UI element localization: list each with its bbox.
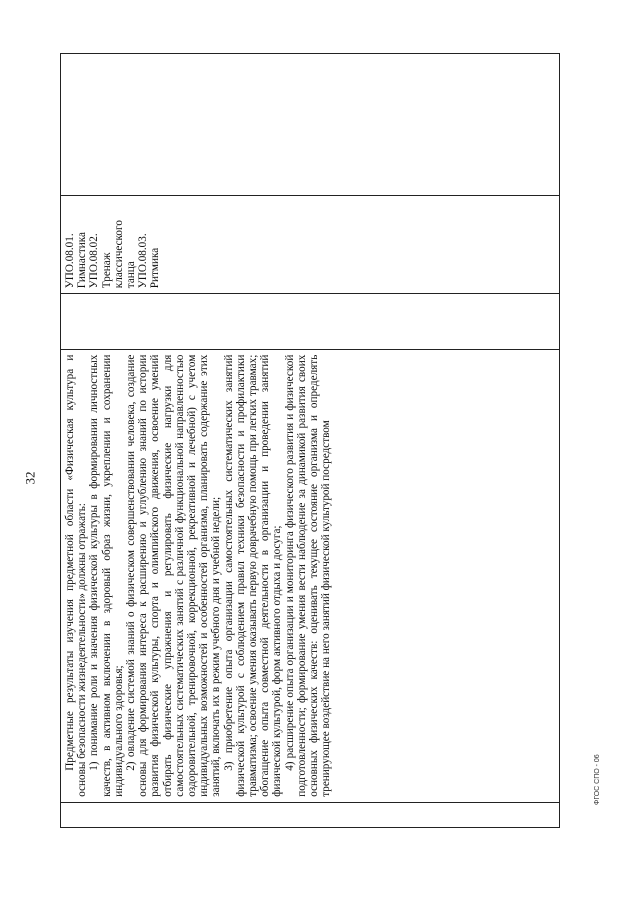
- subject-line: танца: [125, 261, 138, 289]
- subject-line: Ритмика: [149, 247, 162, 289]
- table-cell-empty: [61, 294, 560, 350]
- page-number: 32: [22, 471, 38, 485]
- table-row: [61, 54, 560, 828]
- subjects-cell: [61, 196, 560, 294]
- subject-line: классического: [112, 220, 125, 289]
- requirements-paragraph: 4) расширение опыта организации и мониторинга физического развития и физической подготовленности; формирование умения вести наблюдение за динамикой развития своих основных физических качеств: оценивать текущее состояние организма и определять тренирующее воздействие на него занятий физической культурой посредством: [283, 354, 333, 797]
- subject-line: УПО.08.03.: [137, 233, 150, 289]
- footer-code: ФГОС СПО - 06: [594, 754, 601, 805]
- subject-line: Тренаж: [100, 252, 113, 289]
- requirements-paragraph: 3) приобретение опыта организации самостоятельных систематических занятий физической культурой с соблюдением правил техники безопасности и профилактики травматизма; освоение умения оказывать первую доврачебную помощь при легких травмах; обогащение опыта совместной деятельности в организации и проведении занятий физической культурой, форм активного отдыха и досуга;: [222, 354, 284, 797]
- subject-line: УПО.08.02.: [88, 233, 101, 289]
- table-cell-empty: [61, 54, 560, 196]
- requirements-paragraph: 1) понимание роли и значения физической культуры в формировании личностных качеств, в активном включении в здоровый образ жизни, укреплении и сохранении индивидуального здоровья;: [88, 354, 125, 797]
- subject-line: Гимнастика: [76, 232, 89, 289]
- table-cell-empty: [61, 802, 560, 827]
- standards-table: [60, 53, 560, 828]
- subject-line: УПО.08.01.: [64, 233, 76, 289]
- requirements-paragraph: 2) овладение системой знаний о физическом совершенствовании человека, создание основы для формирования интереса к расширению и углублению знаний по истории развития физической культуры, спорта и олимпийского движения, освоение умений отбирать физические упражнения и регулировать физические нагрузки для самостоятельных систематических занятий с различной функциональной направленностью оздоровительной, тренировочной, коррекционной, рекреативной и лечебной) с учетом индивидуальных возможностей и особенностей организма, планировать содержание этих занятий, включать их в режим учебного дня и учебной недели;: [125, 354, 223, 797]
- requirements-paragraph: Предметные результаты изучения предметной области «Физическая культура и основы безопасности жизнедеятельности» должны отражать:: [64, 354, 89, 797]
- requirements-cell: [61, 349, 560, 802]
- rotated-table-wrapper: [60, 53, 560, 828]
